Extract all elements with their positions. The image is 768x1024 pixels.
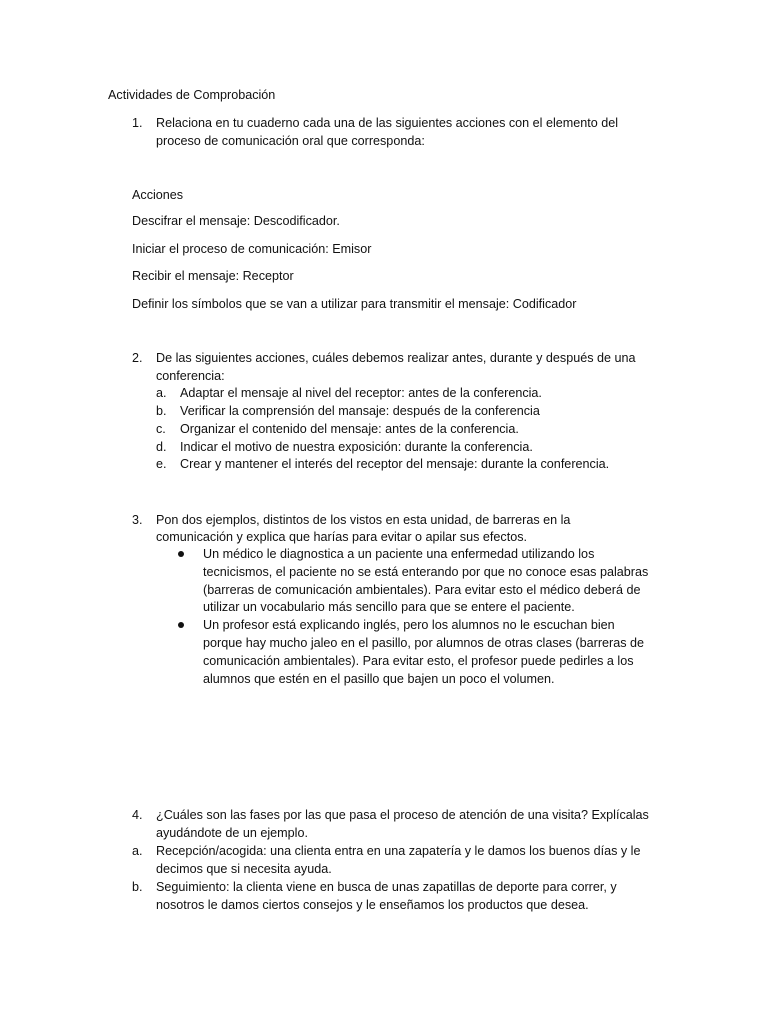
q2-number: 2. bbox=[132, 351, 143, 365]
q2-item-letter: a. bbox=[156, 386, 167, 400]
q3-bullet-line: Un profesor está explicando inglés, pero los alumnos no le escuchan bien bbox=[203, 618, 615, 632]
q2-item-letter: c. bbox=[156, 422, 166, 436]
q2-item-letter: e. bbox=[156, 457, 167, 471]
q4-text-line: ayudándote de un ejemplo. bbox=[156, 826, 308, 840]
q1-item: Definir los símbolos que se van a utilizar para transmitir el mensaje: Codificador bbox=[132, 297, 577, 311]
q4-item-letter: a. bbox=[132, 844, 143, 858]
q1-number: 1. bbox=[132, 116, 143, 130]
q3-bullet-line: comunicación ambientales). Para evitar esto, el profesor puede pedirles a los bbox=[203, 654, 634, 668]
q3-text-line: comunicación y explica que harías para evitar o apilar sus efectos. bbox=[156, 530, 528, 544]
q2-item-text: Adaptar el mensaje al nivel del receptor: antes de la conferencia. bbox=[180, 386, 542, 400]
q4-item-line: decimos que si necesita ayuda. bbox=[156, 862, 332, 876]
q2-text-line: De las siguientes acciones, cuáles debemos realizar antes, durante y después de una bbox=[156, 351, 636, 365]
q4-item-line: Recepción/acogida: una clienta entra en una zapatería y le damos los buenos días y le bbox=[156, 844, 641, 858]
q2-item-text: Organizar el contenido del mensaje: antes de la conferencia. bbox=[180, 422, 519, 436]
q4-item-line: nosotros le damos ciertos consejos y le enseñamos los productos que desea. bbox=[156, 898, 589, 912]
q2-item-text: Verificar la comprensión del mansaje: después de la conferencia bbox=[180, 404, 540, 418]
q1-text-line: proceso de comunicación oral que corresponda: bbox=[156, 134, 425, 148]
q3-bullet-line: tecnicismos, el paciente no se está enterando por que no conoce esas palabras bbox=[203, 565, 649, 579]
q4-item-letter: b. bbox=[132, 880, 143, 894]
q2-item-letter: b. bbox=[156, 404, 167, 418]
q3-bullet-line: porque hay mucho jaleo en el pasillo, por alumnos de otras clases (barreras de bbox=[203, 636, 645, 650]
q3-bullet-line: utilizar un vocabulario más sencillo para que se entere el paciente. bbox=[203, 600, 575, 614]
q4-item-line: Seguimiento: la clienta viene en busca de unas zapatillas de deporte para correr, y bbox=[156, 880, 617, 894]
q1-item: Recibir el mensaje: Receptor bbox=[132, 269, 294, 283]
bullet-icon bbox=[178, 551, 184, 557]
q3-text-line: Pon dos ejemplos, distintos de los vistos en esta unidad, de barreras en la bbox=[156, 513, 571, 527]
q3-bullet-line: alumnos que estén en el pasillo que bajen un poco el volumen. bbox=[203, 672, 555, 686]
acciones-heading: Acciones bbox=[132, 188, 184, 202]
q1-item: Iniciar el proceso de comunicación: Emisor bbox=[132, 242, 372, 256]
q2-text-line: conferencia: bbox=[156, 369, 225, 383]
document-title: Actividades de Comprobación bbox=[108, 88, 276, 102]
bullet-icon bbox=[178, 622, 184, 628]
q4-text-line: ¿Cuáles son las fases por las que pasa el proceso de atención de una visita? Explícalas bbox=[156, 808, 649, 822]
q3-bullet-line: Un médico le diagnostica a un paciente una enfermedad utilizando los bbox=[203, 547, 595, 561]
q2-item-text: Crear y mantener el interés del receptor del mensaje: durante la conferencia. bbox=[180, 457, 610, 471]
q2-item-letter: d. bbox=[156, 440, 167, 454]
q1-item: Descifrar el mensaje: Descodificador. bbox=[132, 214, 340, 228]
q3-number: 3. bbox=[132, 513, 143, 527]
q3-bullet-line: (barreras de comunicación ambientales). Para evitar esto el médico deberá de bbox=[203, 583, 641, 597]
q1-text-line: Relaciona en tu cuaderno cada una de las siguientes acciones con el elemento del bbox=[156, 116, 619, 130]
q4-number: 4. bbox=[132, 808, 143, 822]
q2-item-text: Indicar el motivo de nuestra exposición: durante la conferencia. bbox=[180, 440, 533, 454]
